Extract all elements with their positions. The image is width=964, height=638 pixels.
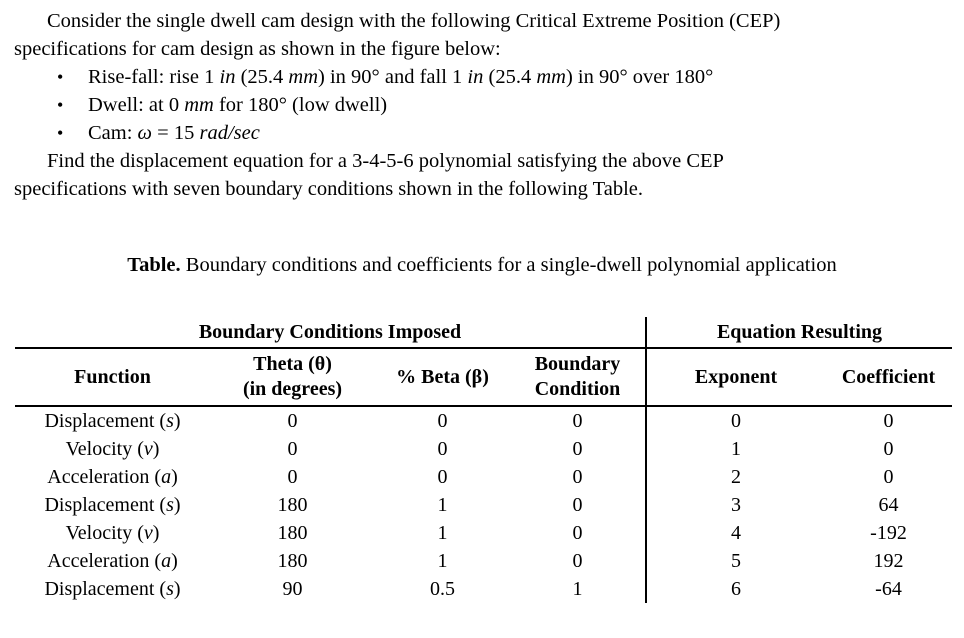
problem-line-2: specifications for cam design as shown in the figure below: — [14, 38, 501, 60]
cell-boundary-condition: 0 — [572, 438, 583, 460]
cell-coefficient: 0 — [883, 438, 894, 460]
cell-function: Velocity (v) — [65, 438, 160, 460]
column-header-function: Function — [15, 348, 210, 406]
column-header-percent-beta: % Beta (β) — [375, 348, 510, 406]
boundary-conditions-table — [15, 317, 952, 603]
bullet-rise-fall — [0, 63, 964, 91]
table-row — [15, 491, 952, 519]
table-caption-text: Boundary conditions and coefficients for a single-dwell polynomial application — [180, 254, 837, 276]
cell-function: Velocity (v) — [65, 522, 160, 544]
bullet-icon: • — [57, 95, 64, 115]
cell-theta: 0 — [287, 438, 298, 460]
cell-coefficient: 192 — [873, 550, 904, 572]
cell-theta: 0 — [287, 410, 298, 432]
bullet-text: Dwell: at 0 mm for 180° (low dwell) — [88, 94, 388, 116]
problem-statement — [0, 0, 964, 203]
cell-function: Acceleration (a) — [47, 550, 178, 572]
problem-line-4: specifications with seven boundary conditions shown in the following Table. — [14, 178, 644, 200]
bullet-icon: • — [57, 123, 64, 143]
cell-function: Acceleration (a) — [47, 466, 178, 488]
cell-coefficient: 0 — [883, 410, 894, 432]
column-header-exponent: Exponent — [646, 348, 825, 406]
table-row — [15, 547, 952, 575]
bullet-text: Cam: ω = 15 rad/sec — [88, 122, 260, 144]
cell-theta: 180 — [277, 522, 308, 544]
cell-function: Displacement (s) — [44, 410, 181, 432]
cell-function: Displacement (s) — [44, 494, 181, 516]
cell-theta: 180 — [277, 494, 308, 516]
problem-line-3: Find the displacement equation for a 3-4-5-6 polynomial satisfying the above CEP — [47, 150, 724, 172]
cell-exponent: 2 — [646, 463, 825, 491]
cell-coefficient: -64 — [875, 578, 902, 600]
table-row — [15, 435, 952, 463]
cell-percent-beta: 0 — [437, 466, 448, 488]
bullet-text: Rise-fall: rise 1 in (25.4 mm) in 90° and fall 1 in (25.4 mm) in 90° over 180° — [88, 66, 714, 88]
table-row — [15, 463, 952, 491]
table-head — [15, 317, 952, 406]
cell-exponent: 1 — [646, 435, 825, 463]
cell-boundary-condition: 0 — [572, 494, 583, 516]
cell-exponent: 6 — [646, 575, 825, 603]
cell-exponent: 4 — [646, 519, 825, 547]
cell-percent-beta: 1 — [437, 550, 448, 572]
cell-coefficient: 64 — [878, 494, 899, 516]
cell-theta: 90 — [282, 578, 303, 600]
bullet-icon: • — [57, 67, 64, 87]
cell-boundary-condition: 0 — [572, 522, 583, 544]
cell-theta: 180 — [277, 550, 308, 572]
cell-boundary-condition: 0 — [572, 410, 583, 432]
table-caption-label: Table. — [127, 254, 181, 276]
column-header-row — [15, 348, 952, 406]
column-header-coefficient: Coefficient — [825, 348, 952, 406]
cell-theta: 0 — [287, 466, 298, 488]
cell-percent-beta: 1 — [437, 522, 448, 544]
table-row — [15, 406, 952, 435]
cell-boundary-condition: 1 — [572, 578, 583, 600]
table-body — [15, 406, 952, 603]
table-row — [15, 575, 952, 603]
cell-boundary-condition: 0 — [572, 466, 583, 488]
group-header-boundary-conditions: Boundary Conditions Imposed — [15, 317, 646, 348]
column-header-boundary-condition: Boundary Condition — [510, 348, 646, 406]
cell-percent-beta: 1 — [437, 494, 448, 516]
cell-percent-beta: 0.5 — [430, 578, 455, 600]
column-header-theta: Theta (θ) (in degrees) — [210, 348, 375, 406]
cell-exponent: 3 — [646, 491, 825, 519]
cell-percent-beta: 0 — [437, 410, 448, 432]
cell-coefficient: 0 — [883, 466, 894, 488]
cell-exponent: 5 — [646, 547, 825, 575]
cell-function: Displacement (s) — [44, 578, 181, 600]
bullet-dwell — [0, 91, 964, 119]
cell-coefficient: -192 — [870, 522, 907, 544]
group-header-equation-resulting: Equation Resulting — [646, 317, 952, 348]
cell-exponent: 0 — [646, 406, 825, 435]
table-caption — [0, 251, 964, 279]
table-row — [15, 519, 952, 547]
cell-boundary-condition: 0 — [572, 550, 583, 572]
bullet-cam — [0, 119, 964, 147]
problem-line-1: Consider the single dwell cam design with the following Critical Extreme Position (CEP) — [47, 10, 781, 32]
cell-percent-beta: 0 — [437, 438, 448, 460]
group-header-row — [15, 317, 952, 348]
